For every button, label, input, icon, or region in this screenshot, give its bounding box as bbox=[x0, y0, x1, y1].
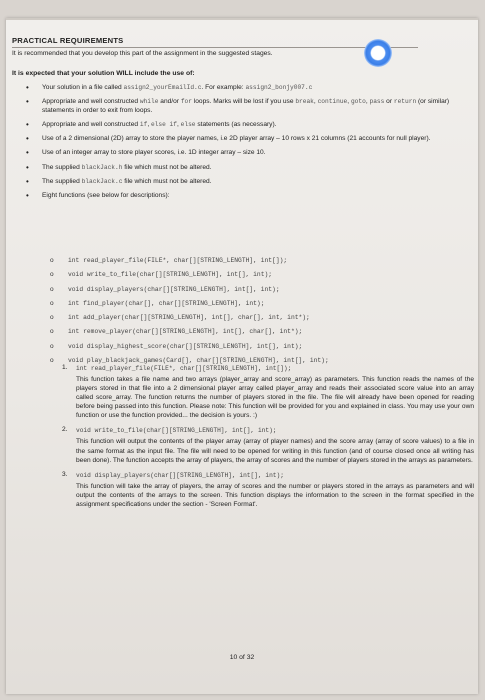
plain-text: Your solution in a file called bbox=[42, 84, 124, 91]
document-page bbox=[6, 18, 478, 694]
plain-text: and/or bbox=[158, 98, 181, 106]
plain-text: Use of an integer array to store player scores, i.e. 1D integer array – size 10. bbox=[42, 149, 266, 157]
code-text: blackJack.c bbox=[81, 177, 123, 185]
code-text: while bbox=[139, 98, 159, 106]
description-number: 1. bbox=[62, 364, 68, 371]
code-text: if bbox=[139, 120, 148, 128]
requirement-item bbox=[30, 98, 470, 115]
top-rule bbox=[6, 18, 478, 20]
code-text: goto bbox=[350, 98, 366, 106]
plain-text: file which must not be altered. bbox=[122, 163, 212, 171]
plain-text: or bbox=[384, 98, 394, 106]
description-signature: void write_to_file(char[][STRING_LENGTH], int[], int); bbox=[76, 427, 277, 435]
requirement-item bbox=[30, 178, 470, 187]
plain-text: , bbox=[365, 98, 370, 106]
requirement-item bbox=[30, 135, 470, 144]
description-body: This function takes a file name and two arrays (player_array and score_array) as parameters. This function reads the names of the players stored in that file into a 2 dimensional player array called player_array and reads their associated score value into an array called score_array. The function returns the number of players stored in the file. The file will already have been opened for reading before being passed into this function. Please note: This function will be provided for you and explained in class. You may use your own function or use the function provided... the decision is yours. :) bbox=[76, 376, 474, 420]
code-text: else bbox=[180, 120, 196, 128]
code-text: for bbox=[180, 98, 192, 106]
description-signature: void display_players(char[][STRING_LENGTH], int[], int); bbox=[76, 471, 284, 479]
plain-text: The supplied bbox=[42, 163, 82, 171]
description-number: 2. bbox=[62, 426, 68, 434]
requirement-item bbox=[30, 149, 470, 158]
plain-text: file which must not be altered. bbox=[122, 177, 212, 185]
function-signature: o int add_player(char[][STRING_LENGTH], int[], char[], int, int*); bbox=[50, 314, 470, 322]
code-text: assign2_bonjy007.c bbox=[245, 84, 313, 91]
plain-text: Appropriate and well constructed bbox=[42, 98, 140, 106]
function-signature: o void display_players(char[][STRING_LENGTH], int[], int); bbox=[50, 286, 470, 294]
section-heading: PRACTICAL REQUIREMENTS bbox=[12, 36, 124, 45]
requirement-item bbox=[30, 121, 470, 130]
function-signature: o void display_highest_score(char[][STRING_LENGTH], int[], int); bbox=[50, 343, 470, 351]
requirement-item bbox=[30, 192, 470, 201]
code-text: continue bbox=[317, 98, 348, 106]
description-body: This function will take the array of players, the array of scores and the number or players stored in the arrays as parameters and will output the contents of the arrays to the screen. This function displays the information to the screen in the format specified in the assignment specifications under the section - 'Screen Format'. bbox=[76, 482, 474, 508]
requirement-item bbox=[30, 84, 470, 93]
plain-text: Use of a 2 dimensional (2D) array to store the player names, i.e 2D player array – 10 rows x 21 columns (21 accounts for null player). bbox=[42, 135, 431, 143]
function-signature: o int remove_player(char[][STRING_LENGTH], int[], char[], int*); bbox=[50, 328, 470, 336]
code-text: return bbox=[393, 98, 417, 106]
heading-underline bbox=[12, 47, 418, 48]
function-signature: o int read_player_file(FILE*, char[][STRING_LENGTH], int[]); bbox=[50, 257, 470, 265]
intro-text: It is recommended that you develop this part of the assignment in the suggested stages. bbox=[12, 50, 273, 57]
plain-text: , bbox=[147, 120, 151, 128]
requirements-list bbox=[30, 84, 470, 206]
plain-text: statements (as necessary). bbox=[195, 120, 277, 128]
code-text: else if bbox=[150, 120, 177, 128]
code-text: pass bbox=[369, 98, 385, 106]
plain-text: loops. Marks will be lost if you use bbox=[191, 98, 296, 106]
touch-indicator-icon bbox=[364, 39, 392, 67]
description-item bbox=[62, 471, 474, 509]
function-descriptions bbox=[62, 364, 474, 515]
plain-text: , bbox=[347, 98, 351, 106]
plain-text: (or similar) statements in order to exit from loops. bbox=[42, 98, 450, 114]
function-signature: o int find_player(char[], char[][STRING_LENGTH], int); bbox=[50, 300, 470, 308]
page-number: 10 of 32 bbox=[229, 654, 255, 661]
code-text: assign2_yourEmailId.c bbox=[123, 84, 202, 91]
function-signature: o void play_blackjack_games(Card[], char[][STRING_LENGTH], int[], int); bbox=[50, 357, 470, 365]
description-number: 3. bbox=[62, 470, 68, 478]
description-body: This function will output the contents of the player array (array of player names) and the score array (array of score values) to a file in the same format as the input file. The file will need to be opened for writing in this function (and of course closed once all writing has been done). The function accepts the array of players, the array of scores and the number of players stored in the arrays as parameters. bbox=[76, 438, 474, 464]
plain-text: Eight functions (see below for descriptions): bbox=[42, 191, 170, 199]
code-text: break bbox=[295, 98, 314, 106]
plain-text: , bbox=[313, 98, 318, 106]
code-text: blackJack.h bbox=[81, 163, 123, 171]
plain-text: Appropriate and well constructed bbox=[42, 120, 140, 128]
function-list bbox=[50, 257, 470, 371]
expected-statement: It is expected that your solution WILL include the use of: bbox=[12, 70, 195, 77]
plain-text: , bbox=[176, 120, 181, 128]
description-signature: int read_player_file(FILE*, char[][STRING_LENGTH], int[]); bbox=[76, 365, 292, 372]
plain-text: The supplied bbox=[42, 177, 82, 185]
function-signature: o void write_to_file(char[][STRING_LENGTH], int[], int); bbox=[50, 271, 470, 279]
description-item bbox=[62, 364, 474, 420]
plain-text: . For example: bbox=[201, 84, 246, 91]
requirement-item bbox=[30, 164, 470, 173]
description-item bbox=[62, 426, 474, 464]
